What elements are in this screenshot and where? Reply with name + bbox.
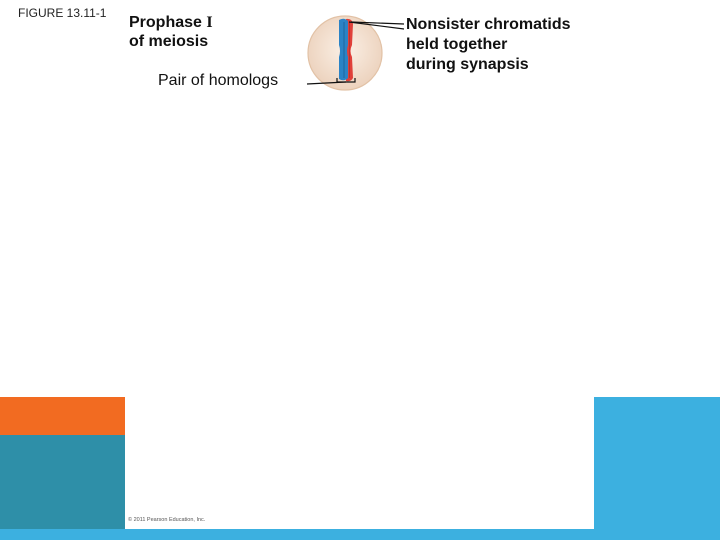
blue-chromatid xyxy=(339,19,348,81)
nonsister-line-1: Nonsister chromatids xyxy=(406,16,571,33)
pair-of-homologs-label: Pair of homologs xyxy=(158,72,279,89)
copyright-credit: © 2011 Pearson Education, Inc. xyxy=(128,517,206,523)
figure-label: FIGURE 13.11-1 xyxy=(18,6,107,20)
nonsister-line-2: held together xyxy=(406,36,508,53)
title-line-2: of meiosis xyxy=(129,33,209,50)
title-roman-numeral: I xyxy=(206,14,213,31)
nonsister-chromatids-label xyxy=(406,15,570,75)
nonsister-line-3: during synapsis xyxy=(406,56,529,73)
title-prophase: Prophase xyxy=(129,14,207,31)
